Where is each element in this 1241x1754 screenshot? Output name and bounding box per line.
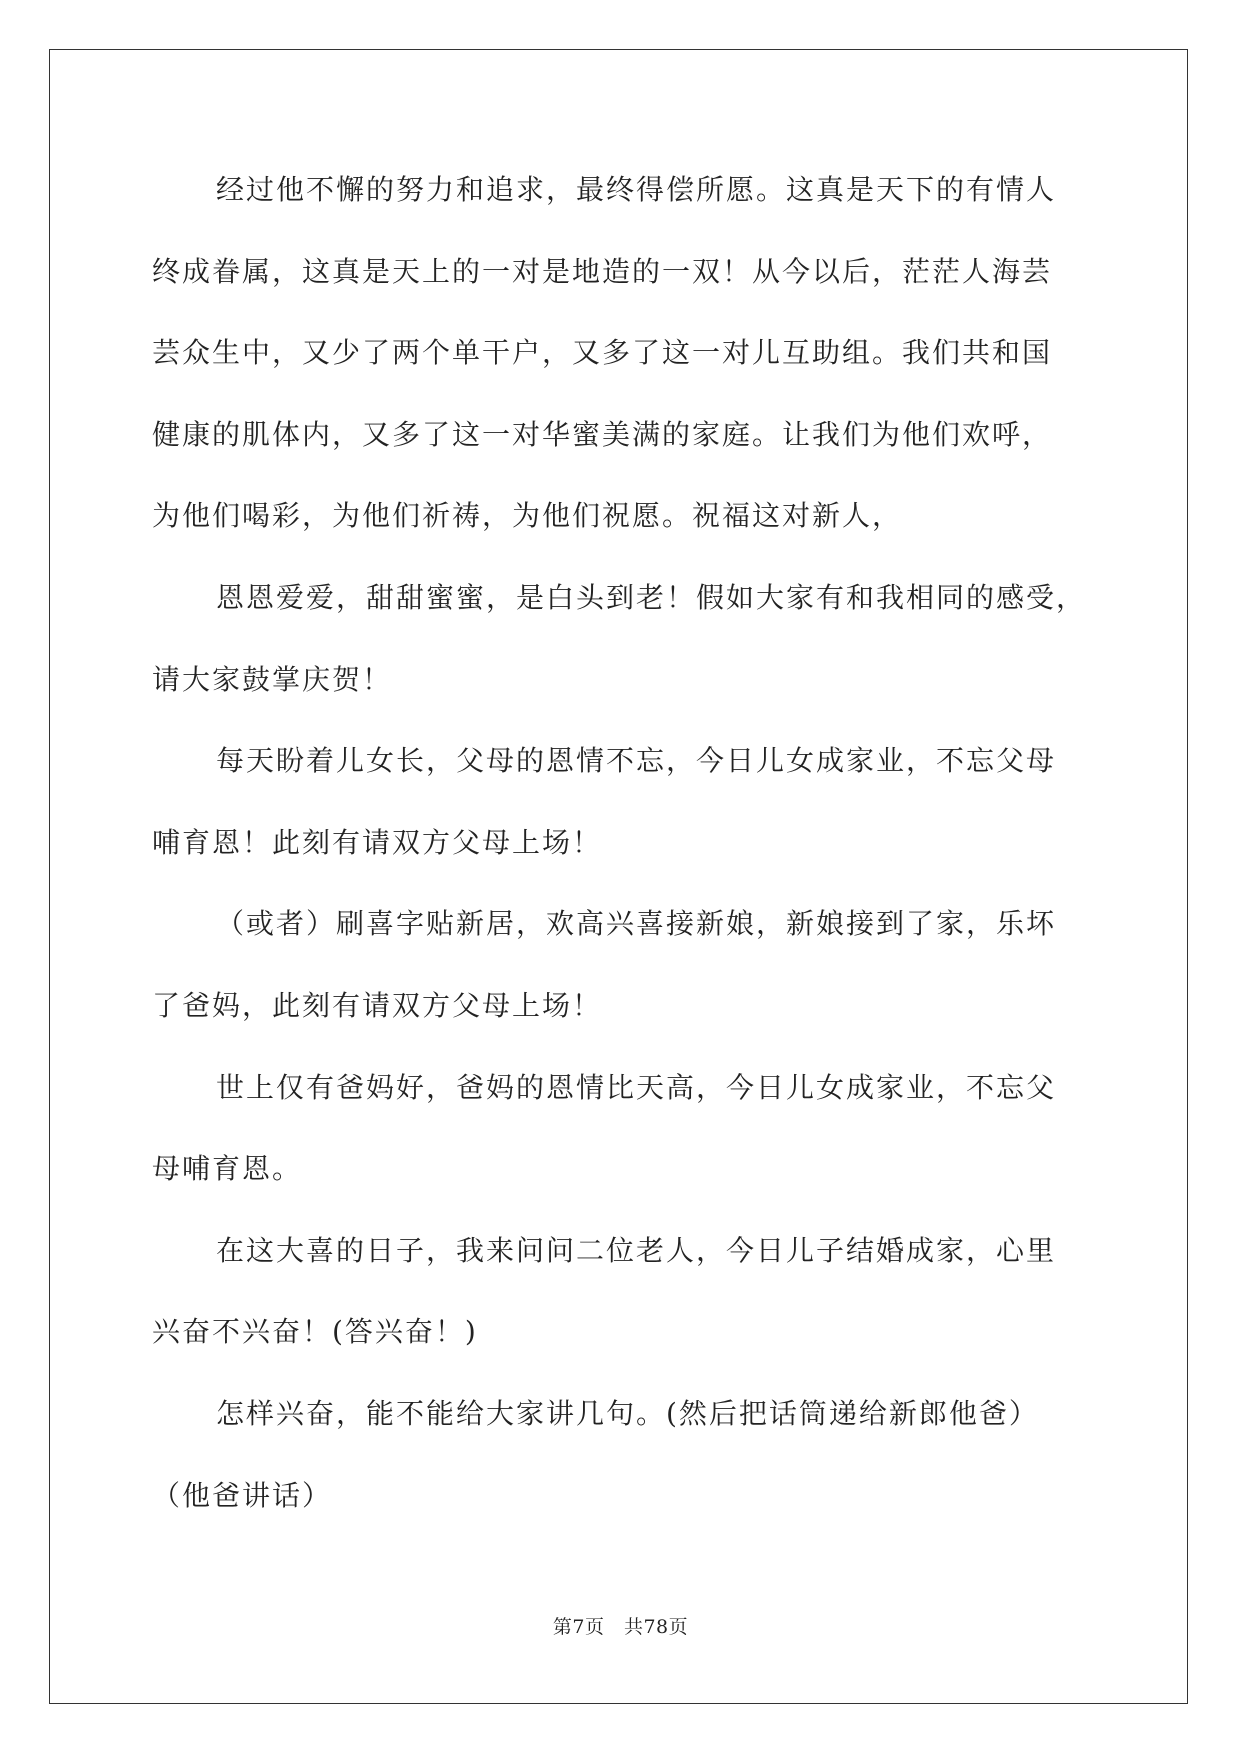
text-line-1: 经过他不懈的努力和追求，最终得偿所愿。这真是天下的有情人 — [216, 173, 1057, 206]
text-line-15: 兴奋不兴奋！(答兴奋！) — [152, 1315, 478, 1349]
text-line-4: 健康的肌体内，又多了这一对华蜜美满的家庭。让我们为他们欢呼， — [152, 417, 1053, 451]
text-line-2: 终成眷属，这真是天上的一对是地造的一双！从今以后，茫茫人海芸 — [152, 254, 1053, 288]
text-line-10: （或者）刷喜字贴新居，欢高兴喜接新娘，新娘接到了家，乐坏 — [216, 907, 1057, 941]
text-line-9: 哺育恩！此刻有请双方父母上场！ — [152, 825, 603, 859]
text-line-5: 为他们喝彩，为他们祈祷，为他们祝愿。祝福这对新人， — [152, 499, 903, 533]
text-line-11: 了爸妈，此刻有请双方父母上场！ — [152, 988, 603, 1022]
text-line-13: 母哺育恩。 — [152, 1152, 303, 1186]
text-line-6: 恩恩爱爱，甜甜蜜蜜，是白头到老！假如大家有和我相同的感受， — [216, 580, 1087, 614]
text-line-12: 世上仅有爸妈好，爸妈的恩情比天高，今日儿女成家业，不忘父 — [216, 1070, 1057, 1104]
text-line-3: 芸众生中，又少了两个单干户，又多了这一对儿互助组。我们共和国 — [152, 336, 1053, 370]
document-body — [152, 160, 1092, 1547]
text-line-8: 每天盼着儿女长，父母的恩情不忘，今日儿女成家业，不忘父母 — [216, 744, 1057, 778]
text-line-17: （他爸讲话） — [152, 1478, 333, 1512]
page-number-footer: 第7页 共78页 — [552, 1616, 689, 1638]
text-line-7: 请大家鼓掌庆贺！ — [152, 662, 393, 696]
text-line-16: 怎样兴奋，能不能给大家讲几句。(然后把话筒递给新郎他爸） — [216, 1396, 1039, 1430]
text-line-14: 在这大喜的日子，我来问问二位老人，今日儿子结婚成家，心里 — [216, 1233, 1057, 1267]
